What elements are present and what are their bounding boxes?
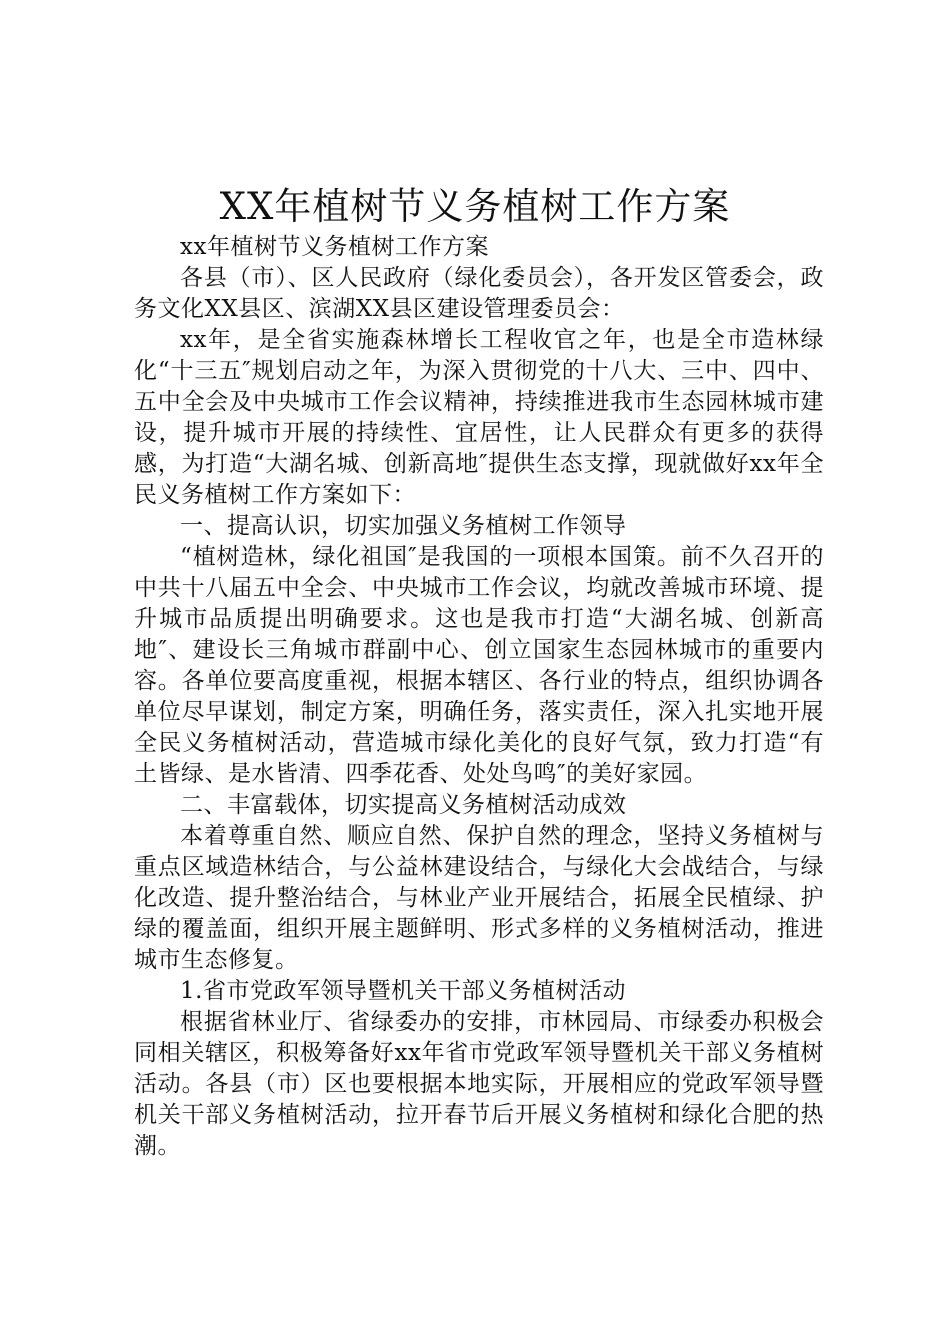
doc-subtitle: xx年植树节义务植树工作方案 (180, 234, 489, 260)
section-1-paragraph: “植树造林，绿化祖国″是我国的一项根本国策。前不久召开的中共十八届五中全会、中央城市工作会议，均就改善城市环境、提升城市品质提出明确要求。这也是我市打造“大湖名城、创新高地″、建设长三角城市群副中心、创立国家生态园林城市的重要内容。各单位要高度重视，根据本辖区、各行业的特点，组织协调各单位尽早谋划，制定方案，明确任务，落实责任，深入扎实地开展全民义务植树活动，营造城市绿化美化的良好气氛，致力打造“有土皆绿、是水皆清、四季花香、处处鸟鸣″的美好家园。 (134, 544, 824, 787)
section-2-paragraph: 本着尊重自然、顺应自然、保护自然的理念，坚持义务植树与重点区域造林结合，与公益林建设结合，与绿化大会战结合，与绿化改造、提升整治结合，与林业产业开展结合，拓展全民植绿、护绿的覆盖面，组织开展主题鲜明、形式多样的义务植树活动，推进城市生态修复。 (134, 823, 824, 973)
subsection-1-paragraph: 根据省林业厅、省绿委办的安排，市林园局、市绿委办积极会同相关辖区，积极筹备好xx年省市党政军领导暨机关干部义务植树活动。各县（市）区也要根据本地实际，开展相应的党政军领导暨机关干部义务植树活动，拉开春节后开展义务植树和绿化合肥的热潮。 (134, 1009, 824, 1159)
document-title: XX年植树节义务植树工作方案 (219, 185, 731, 228)
subsection-heading-1: 1.省市党政军领导暨机关干部义务植树活动 (180, 978, 626, 1004)
section-heading-2: 二、丰富载体，切实提高义务植树活动成效 (180, 792, 627, 818)
document-body (134, 232, 824, 1162)
addressee-paragraph: 各县（市）、区人民政府（绿化委员会），各开发区管委会，政务文化XX县区、滨湖XX县区建设管理委员会： (134, 265, 824, 322)
section-heading-1: 一、提高认识，切实加强义务植树工作领导 (180, 513, 627, 539)
intro-paragraph: xx年，是全省实施森林增长工程收官之年，也是全市造林绿化“十三五″规划启动之年，为深入贯彻党的十八大、三中、四中、五中全会及中央城市工作会议精神，持续推进我市生态园林城市建设，提升城市开展的持续性、宜居性，让人民群众有更多的获得感，为打造“大湖名城、创新高地″提供生态支撑，现就做好xx年全民义务植树工作方案如下： (134, 327, 824, 508)
